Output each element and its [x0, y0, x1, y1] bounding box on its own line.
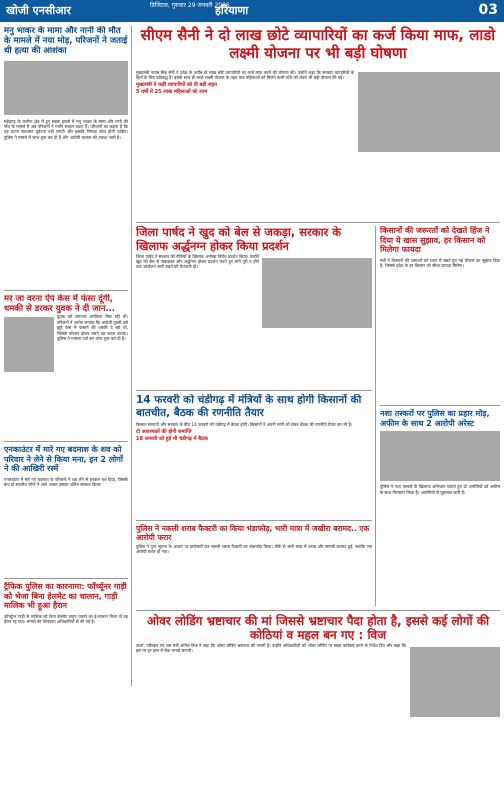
story-headline: एनकाउंटर में मारे गए बदमाश के शव को परिवार ने लेने से किया मना, इन 2 लोगों ने की आखिरी रस्में [4, 445, 123, 474]
story-subhead: 18 जनवरी को हुई थी चंडीगढ़ में बैठक [136, 435, 208, 442]
page-number: 03 [478, 2, 498, 18]
divider [4, 441, 128, 442]
story-photo [380, 431, 500, 481]
story-body: पुलिस ने गुप्त सूचना के आधार पर छापेमारी कर नकली शराब फैक्टरी का भंडाफोड़ किया। मौके से भारी मात्रा में शराब और सामग्री बरामद हुई, जबकि एक आरोपी फरार हो गया। [136, 544, 372, 555]
column-divider [375, 226, 376, 606]
story-headline: नशा तस्करों पर पुलिस का प्रहार मोड़, अफीम के साथ 2 आरोपी अरेस्ट [380, 409, 490, 428]
divider [136, 222, 500, 223]
story-chandigarh [136, 394, 372, 516]
story-body: जिला पार्षद ने सरकार की नीतियों के खिलाफ अनोखा विरोध प्रदर्शन किया। उन्होंने खुद को बेल से जकड़कर और अर्द्धनग्न होकर प्रदर्शन करते हुए मांगें पूरी न होने तक आंदोलन जारी रखने की चेतावनी दी। [136, 253, 259, 270]
story-body: ऊर्जा, परिवहन एवं श्रम मंत्री अनिल विज ने कहा कि ओवर लोडिंग भ्रष्टाचार की जननी है। उन्होंने अधिकारियों को ओवर लोडिंग पर सख्त कार्रवाई करने के निर्देश दिए और कहा कि इस पर हर हाल में रोक लगाई जाएगी। [136, 642, 406, 654]
story-body: एनकाउंटर में मारे गए बदमाश के परिजनों ने शव लेने से इनकार कर दिया, जिसके बाद दो स्थानीय लोगों ने आगे आकर उसका अंतिम संस्कार किया। [4, 476, 128, 488]
story-body: फॉर्च्यूनर गाड़ी के मालिक को बिना हेलमेट वाहन चलाने का ई-चालान मिला तो वह हैरान रह गया। मामले की शिकायत अधिकारियों से की गई है। [4, 613, 128, 625]
story-encounter [4, 445, 128, 575]
story-photo [4, 61, 128, 115]
story-photo [410, 647, 500, 717]
story-body: युवक को लगातार धमकियां मिल रही थीं। परिजनों ने आरोप लगाया कि आरोपी युवती उसे झूठे केस में फंसाने की धमकी दे रही थी, जिससे परेशान होकर उसने यह कदम उठाया। पुलिस ने मामला दर्ज कर जांच शुरू कर दी है। [57, 314, 128, 341]
story-headline: किसानों की जरूरतों को देखते हिंज ने दिया ये खास सुझाव, हर किसान को मिलेगा फायदा [380, 226, 490, 255]
divider [380, 405, 500, 406]
story-farmers-suggestion [380, 226, 500, 401]
story-photo [262, 258, 372, 328]
story-body: किसान संगठनों और सरकार के बीच 14 फरवरी को चंडीगढ़ में बैठक होगी। किसानों ने अपनी मांगों को लेकर बैठक की रणनीति तैयार कर ली है। [136, 422, 353, 428]
story-headline: ओवर लोडिंग भ्रष्टाचार की मां जिससे भ्रष्टाचार पैदा होता है, इससे कई लोगों की कोठियां व महल बन गए : विज [146, 614, 490, 643]
divider [136, 610, 500, 611]
date-line: डिजिटल, गुरुवार 29 जनवरी 2026 [150, 2, 230, 9]
story-threat [4, 294, 128, 439]
divider [4, 290, 128, 291]
story-body: मंत्री ने किसानों की जरूरतों को ध्यान में रखते हुए नई योजना का सुझाव दिया है, जिससे प्रदेश के हर किसान को सीधा फायदा मिलेगा। [380, 257, 500, 269]
newspaper-logo: खोजी एनसीआर [6, 4, 71, 17]
story-traffic [4, 582, 128, 682]
story-subhead: मुख्यमंत्री ने कहीं व्यापारियों को दी बड़ी राहत [136, 81, 217, 88]
story-body: मुख्यमंत्री नायब सिंह सैनी ने प्रदेश के करीब दो लाख छोटे व्यापारियों का कर्ज माफ करने की घोषणा की। उन्होंने कहा कि सरकार व्यापारियों के हितों के लिए प्रतिबद्ध है। इसके साथ ही लाडो लक्ष्मी योजना के तहत पात्र महिलाओं को मिलने वाली राशि को लेकर भी बड़ी घोषणा की गई। [136, 70, 354, 81]
story-headline: मर जा वरना ऐप केस में फंसा दूंगी, धमकी से डरकर युवक ने दी जान... [4, 294, 116, 315]
main-photo [358, 72, 500, 152]
masthead [0, 0, 504, 22]
story-headline: जिला पार्षद ने खुद को बेल से जकड़ा, सरकार के खिलाफ अर्द्धनग्न होकर किया प्रदर्शन [136, 226, 342, 253]
story-body: महेंद्रगढ़ के कनीना क्षेत्र में हुए सड़क हादसे में मनु भाकर के मामा और नानी की मौत के मामले में अब परिजनों ने गंभीर सवाल उठाए हैं। परिजनों का कहना है कि यह घटना साधारण दुर्घटना नहीं लगती और इसकी निष्पक्ष जांच होनी चाहिए। पुलिस ने मामले में जांच शुरू कर दी है और आरोपी चालक की तलाश जारी है। [4, 118, 128, 140]
main-body-col [136, 70, 354, 218]
story-drug-arrest [380, 409, 500, 604]
story-photo [4, 317, 54, 372]
divider [4, 578, 128, 579]
divider [136, 520, 372, 521]
story-body: पुलिस ने नशा तस्करों के खिलाफ अभियान चलाते हुए दो आरोपियों को अफीम के साथ गिरफ्तार किया है। आरोपियों से पूछताछ जारी है। [380, 484, 500, 495]
story-subhead: दो आवश्यकों की होगी समाप्ति [136, 428, 192, 435]
column-divider [131, 26, 132, 686]
story-bhakar [4, 26, 128, 288]
main-headline: सीएम सैनी ने दो लाख छोटे व्यापारियों का कर्ज किया माफ, लाडो लक्ष्मी योजना पर भी बड़ी घोषणा [140, 26, 496, 62]
story-subhead: 5 वर्षों में 25 लाख महिलाओं को लाभ [136, 88, 208, 95]
section-title: हरियाणा [215, 4, 249, 17]
story-headline: पुलिस ने नकली शराब फैक्टरी का किया भंडाफोड़, भारी मात्रा में जखीरा बरामद.. एक आरोपी फरार [136, 524, 370, 542]
story-headline: 14 फरवरी को चंडीगढ़ में मंत्रियों के साथ होगी किसानों की बातचीत, बैठक की रणनीति तैयार [136, 394, 362, 419]
story-fake-liquor [136, 524, 372, 606]
story-headline: मनु भाकर के मामा और नानी की मौत के मामले में नया मोड़, परिजनों ने जताई थी हत्या की आशंका [4, 26, 128, 57]
story-protest [136, 226, 372, 386]
story-headline: ट्रैफिक पुलिस का कारनामा: फॉर्च्यूनर गाड़ी को भेजा बिना हेलमेट का चालान, गाड़ी मालिक भी हुआ हैरान [4, 582, 127, 611]
story-vij [136, 614, 500, 796]
divider [136, 390, 372, 391]
